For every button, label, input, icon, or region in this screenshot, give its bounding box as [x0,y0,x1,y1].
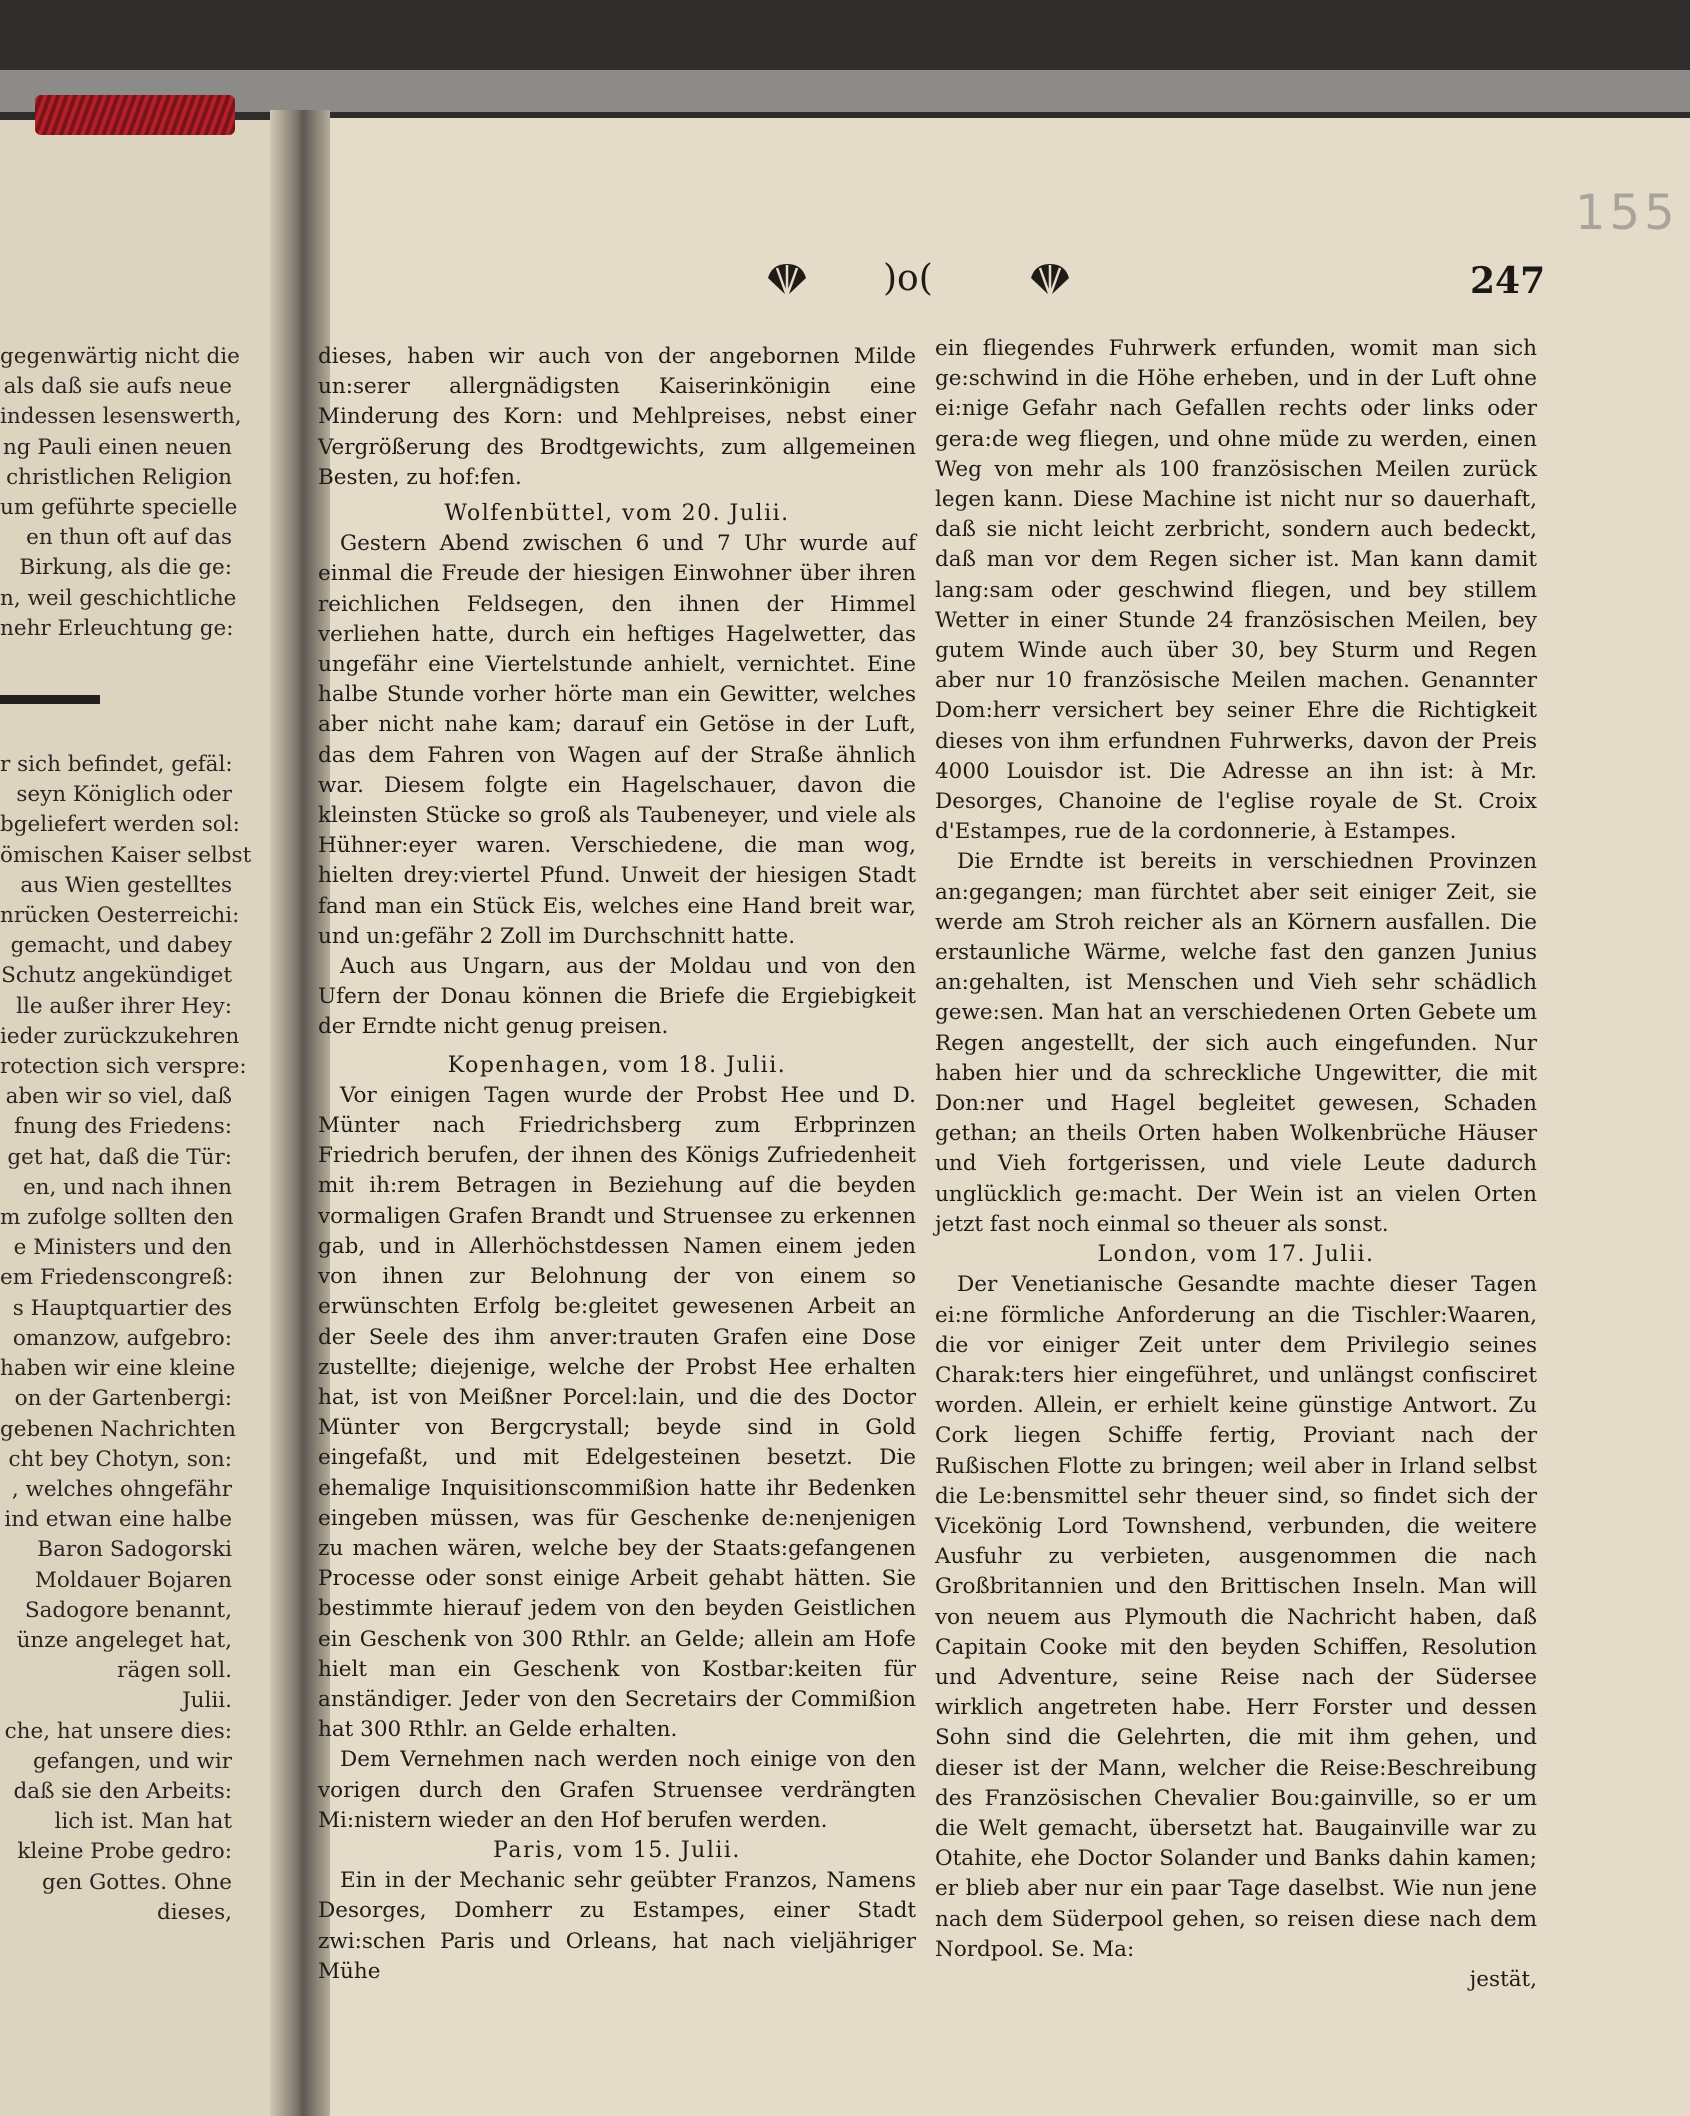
book-cover-edge [0,70,1690,112]
left-page-line: Julii. [182,1688,232,1714]
left-page-line: ünze angeleget hat, [16,1627,232,1653]
left-page-line: nrücken Oesterreichi: [0,903,240,929]
left-page-lines-bottom [0,750,252,1928]
left-page-line: cht bey Chotyn, son: [8,1446,232,1472]
left-page-line: ieder zurückzukehren [0,1023,240,1049]
catchword: jestät, [1469,1966,1537,1992]
paragraph: Die Erndte ist bereits in verschiednen Provinzen an:gegangen; man fürchtet aber seit einiger Zeit, sie werde am Stroh reicher als an Körnern ausfallen. Die erstaunliche Wärme, welche fast den ganzen Junius an:gehalten, ist Menschen und Vieh sehr schädlich gewe:sen. Man hat an verschiedenen Orten Gebete um Regen angestellt, der sich auch eingefunden. Nur haben hier und da schreckliche Ungewitter, die mit Don:ner und Hagel begleitet gewesen, Schaden gethan; an theils Orten haben Wolkenbrüche Häuser und Vieh fortgerissen, und viele Leute dadurch unglücklich ge:macht. Der Wein ist an vielen Orten jetzt fast noch einmal so theuer als sonst. [935,849,1537,1237]
dateline-wolfenbuettel: Wolfenbüttel, vom 20. Julii. [444,501,790,527]
left-page-line: on der Gartenbergi: [14,1386,232,1412]
left-page-line: em Friedenscongreß: [0,1265,234,1291]
left-page-line: lle außer ihrer Hey: [16,993,232,1019]
bookmark-ribbon [35,95,235,135]
paragraph: Ein in der Mechanic sehr geübter Franzos, Namens Desorges, Domherr zu Estampes, einer Stadt zwi:schen Paris und Orleans, hat nach vieljähriger Mühe [318,1868,916,1984]
left-page-line: ng Pauli einen neuen [2,434,232,460]
left-page-text [0,342,252,1928]
left-page-lines-top [0,342,242,644]
left-page-line: Schutz angekündiget [1,963,232,989]
left-page-line: gegenwärtig nicht die [0,344,240,369]
left-page-line: Moldauer Bojaren [34,1567,232,1593]
paragraph: Der Venetianische Gesandte machte dieser Tagen ei:ne förmliche Anforderung an die Tischler:Waaren, die vor einiger Zeit unter dem Privilegio seines Charak:ters hier eingeführet, und unlängst confisciret worden. Allein, er erhielt keine günstige Antwort. Zu Cork liegen Schiffe fertig, Proviant nach der Rußischen Flotte zu bringen; weil aber in Irland selbst die Le:bensmittel sehr theuer sind, so findet sich der Vicekönig Lord Townshend, verbunden, die weitere Ausfuhr zu verbieten, ausgenommen die nach Großbritannien und den Brittischen Inseln. Man will von neuem aus Plymouth die Nachricht haben, daß Capitain Cooke mit den beyden Schiffen, Resolution und Adventure, seine Reise nach der Südersee wirklich angetreten habe. Herr Forster und dessen Sohn sind die Gelehrten, die mit ihm gehen, und dieser ist der Mann, welcher die Reise:Beschreibung des Französischen Chevalier Bou:gainville, so er um die Welt gemacht, übersetzt hat. Baugainville war zu Otahite, ehe Doctor Solander und Banks dahin kamen; er blieb aber nur ein paar Tage daselbst. Wie nun jene nach dem Süderpool gehen, so reisen diese nach dem Nordpool. Se. Ma: [935,1272,1537,1962]
column-right [935,334,1537,1995]
left-page-line: n, weil geschichtliche [0,585,237,611]
left-page-line: gebenen Nachrichten [0,1416,236,1442]
column-left [318,342,916,1987]
left-page-line: gemacht, und dabey [10,933,232,959]
shell-ornament-icon [762,260,812,300]
left-spacer [0,644,232,690]
left-page-line: seyn Königlich oder [16,782,232,808]
left-page-line: christlichen Religion [6,464,232,490]
pencil-folio-number: 155 [1575,185,1679,241]
page-number: 247 [1470,260,1546,302]
left-page-line: bgeliefert werden sol: [0,812,240,838]
left-page-line: gen Gottes. Ohne [41,1869,232,1895]
dateline-paris: Paris, vom 15. Julii. [493,1837,741,1863]
section-divider-rule [0,695,100,704]
paragraph: Gestern Abend zwischen 6 und 7 Uhr wurde auf einmal die Freude der hiesigen Einwohner über ihren reichlichen Feldsegen, den ihnen der Himmel verliehen hatte, durch ein heftiges Hagelwetter, das ungefähr eine Viertelstunde anhielt, vernichtet. Eine halbe Stunde vorher hörte man ein Gewitter, welches aber nicht nahe kam; darauf ein Getöse in der Luft, das dem Fahren von Wagen auf der Straße ähnlich war. Diesem folgte ein Hagelschauer, davon die kleinsten Stücke so groß als Taubeneyer, und viele als Hühner:eyer waren. Verschiedene, die man wog, hielten drey:viertel Pfund. Unweit der hiesigen Stadt fand man ein Stück Eis, welches eine Hand breit war, und un:gefähr 2 Zoll im Durchschnitt hatte. [318,531,916,949]
paragraph: Vor einigen Tagen wurde der Probst Hee und D. Münter nach Friedrichsberg zum Erbprinzen Friedrich berufen, der ihnen des Königs Zufriedenheit mit ih:rem Betragen in Beziehung auf die beyden vormaligen Grafen Brandt und Struensee zu erkennen gab, und in Allerhöchstdessen Namen einem jeden von ihnen zur Belohnung der von einem so erwünschten Erfolg be:gleitet gewesenen Arbeit an der Seele des ihm anver:trauten Grafen eine Dose zustellte; diejenige, welche der Probst Hee erhalten hat, ist von Meißner Porcel:lain, und die des Doctor Münter von Bergcrystall; beyde sind in Gold eingefaßt, und mit Edelgesteinen besetzt. Die ehemalige Inquisitionscommißion hatte ihr Bedenken eingeben müssen, was für Geschenke de:nenjenigen zu machen wären, welche bey der Staats:gefangenen Processe oder sonst einige Arbeit gehabt hätten. Sie bestimmte hierauf jedem von den beyden Geistlichen ein Geschenk von 300 Rthlr. an Gelde; allein am Hofe hielt man ein Geschenk von Kostbar:keiten für anständiger. Jeder von den Secretairs der Commißion hat 300 Rthlr. an Gelde erhalten. [318,1082,916,1743]
left-page-line: um geführte specielle [0,495,238,521]
paragraph: Dem Vernehmen nach werden noch einige von den vorigen durch den Grafen Struensee verdrängten Mi:nistern wieder an den Hof berufen werden. [318,1747,916,1833]
paragraph: ein fliegendes Fuhrwerk erfunden, womit man sich ge:schwind in die Höhe erheben, und in der Luft ohne ei:nige Gefahr nach Gefallen rechts oder links oder gera:de weg fliegen, und ohne müde zu werden, einen Weg von mehr als 100 französischen Meilen zurück legen kann. Diese Machine ist nicht nur so dauerhaft, daß sie nicht leicht zerbricht, sondern auch bedeckt, daß man vor dem Regen sicher ist. Man kann damit lang:sam oder geschwind fliegen, und bey stillem Wetter in einer Stunde 24 französischen Meilen, bey gutem Winde auch über 30, bey Sturm und Regen aber nur 10 französische Meilen machen. Genannter Dom:herr versichert bey seiner Ehre die Richtigkeit dieses von ihm erfundnen Fuhrwerks, davon der Preis 4000 Louisdor ist. Die Adresse an ihn ist: à Mr. Desorges, Chanoine de l'eglise royale de St. Croix d'Estampes, rue de la cordonnerie, à Estampes. [935,336,1537,845]
left-page-line: aben wir so viel, daß [5,1084,232,1110]
left-page-line: daß sie den Arbeits: [13,1778,232,1804]
left-page-line: aus Wien gestelltes [20,872,232,898]
left-page-line: Sadogore benannt, [24,1597,232,1623]
dateline-kopenhagen: Kopenhagen, vom 18. Julii. [447,1052,787,1078]
left-page-line: omanzow, aufgebro: [12,1325,232,1351]
dateline-london: London, vom 17. Julii. [1097,1242,1375,1268]
left-page-line: ind etwan eine halbe [4,1507,232,1533]
left-page-line: als daß sie aufs neue [3,374,232,400]
left-page-line: r sich befindet, gefäl: [0,752,233,778]
left-page-line: fnung des Friedens: [14,1114,232,1140]
center-ornament: )o( [883,258,933,299]
left-page-line: , welches ohngefähr [11,1476,232,1502]
left-page-line: indessen lesenswerth, [0,404,242,430]
left-page-line: en, und nach ihnen [22,1174,232,1200]
left-page-line: rotection sich verspre: [0,1054,247,1080]
left-page-line: che, hat unsere dies: [4,1718,232,1744]
left-page-line: ömischen Kaiser selbst [0,842,252,868]
left-page-line: Baron Sadogorski [37,1537,232,1563]
article-continuation: dieses, haben wir auch von der angebornen Milde un:serer allergnädigsten Kaiserinkönigin eine Minderung des Korn: und Mehlpreises, nebst einer Vergrößerung des Brodtgewichts, zum allgemeinen Besten, zu hof:fen. [318,344,916,490]
left-page-line: en thun oft auf das [26,525,232,551]
shell-ornament-icon [1025,260,1075,300]
paragraph: Auch aus Ungarn, aus der Moldau und von den Ufern der Donau können die Briefe die Ergiebigkeit der Erndte nicht genug preisen. [318,954,916,1040]
left-page-line: e Ministers und den [13,1235,232,1261]
left-page-line: Birkung, als die ge: [19,555,232,581]
left-page-line: dieses, [157,1899,232,1925]
left-page-line: lich ist. Man hat [54,1809,232,1835]
left-page-line: haben wir eine kleine [0,1356,236,1382]
left-page-line: m zufolge sollten den [0,1205,234,1231]
left-page-line: nehr Erleuchtung ge: [0,615,234,641]
left-page-line: rägen soll. [117,1658,232,1684]
left-page-line: gefangen, und wir [33,1748,232,1774]
left-page-line: kleine Probe gedro: [17,1839,232,1865]
left-page-line: get hat, daß die Tür: [7,1144,232,1170]
left-page-line: s Hauptquartier des [12,1295,232,1321]
